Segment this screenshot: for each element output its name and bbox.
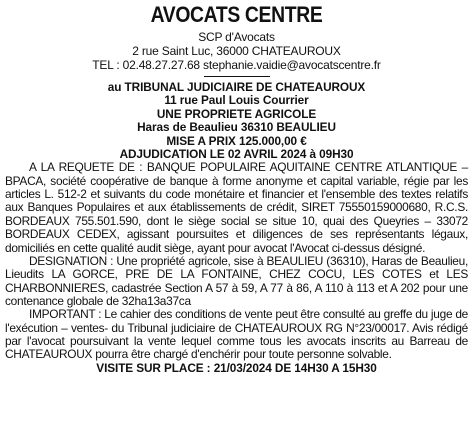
designation-paragraph [4,255,469,308]
court-name: au TRIBUNAL JUDICIAIRE DE CHATEAUROUX [107,80,366,94]
property-type: UNE PROPRIETE AGRICOLE [156,106,317,121]
important-paragraph [4,308,469,361]
adjudication-date: ADJUDICATION LE 02 AVRIL 2024 à 09H30 [119,147,354,162]
firm-name: AVOCATS CENTRE [150,2,323,27]
firm-type: SCP d'Avocats [198,30,275,44]
request-paragraph [4,161,469,254]
visit-date: VISITE SUR PLACE : 21/03/2024 DE 14H30 A 15H30 [96,360,377,375]
request-text: A LA REQUETE DE : BANQUE POPULAIRE AQUITAINE CENTRE ATLANTIQUE – BPACA, société coopérative de banque à forme anonyme et capital variable, régie par les articles L. 512-2 et suivants du code monétaire et financier et l'ensemble des textes relatifs aux Banques Populaires et aux établissements de crédit, SIRET 75550159000680, R.C.S. BORDEAUX 755.501.590, dont le siège social se situe 10, quai des Queyries – 33072 BORDEAUX CEDEX, agissant poursuites et diligences de ses représentants légaux, domiciliés en cette qualité audit siège, ayant pour avocat l'Avocat ci-dessus désigné. [5,160,468,255]
divider [204,76,270,77]
property-location: Haras de Beaulieu 36310 BEAULIEU [137,120,336,135]
starting-price: MISE A PRIX 125.000,00 € [166,133,307,148]
important-text: IMPORTANT : Le cahier des conditions de vente peut être consulté au greffe du juge de l'exécution – ventes- du Tribunal judiciaire de CHATEAUROUX RG N°23/00017. Avis rédigé par l'avocat poursuivant la vente lequel comme tous les avocats inscrits au Barreau de CHATEAUROUX pourra être chargé d'enchérir pour toute personne solvable. [5,307,468,362]
firm-address: 2 rue Saint Luc, 36000 CHATEAUROUX [132,44,341,58]
court-address: 11 rue Paul Louis Courrier [164,93,309,108]
firm-contact: TEL : 02.48.27.27.68 stephanie.vaidie@avocatscentre.fr [92,58,381,72]
designation-text: DESIGNATION : Une propriété agricole, sise à BEAULIEU (36310), Haras de Beaulieu, Lieudits LA GORCE, PRE DE LA FONTAINE, CHEZ COCU, LES COTES et LES CHARBONNIERES, cadastrée Section A 57 à 59, A 77 à 86, A 110 à 113 et A 202 pour une contenance globale de 32ha13a37ca [5,253,468,308]
